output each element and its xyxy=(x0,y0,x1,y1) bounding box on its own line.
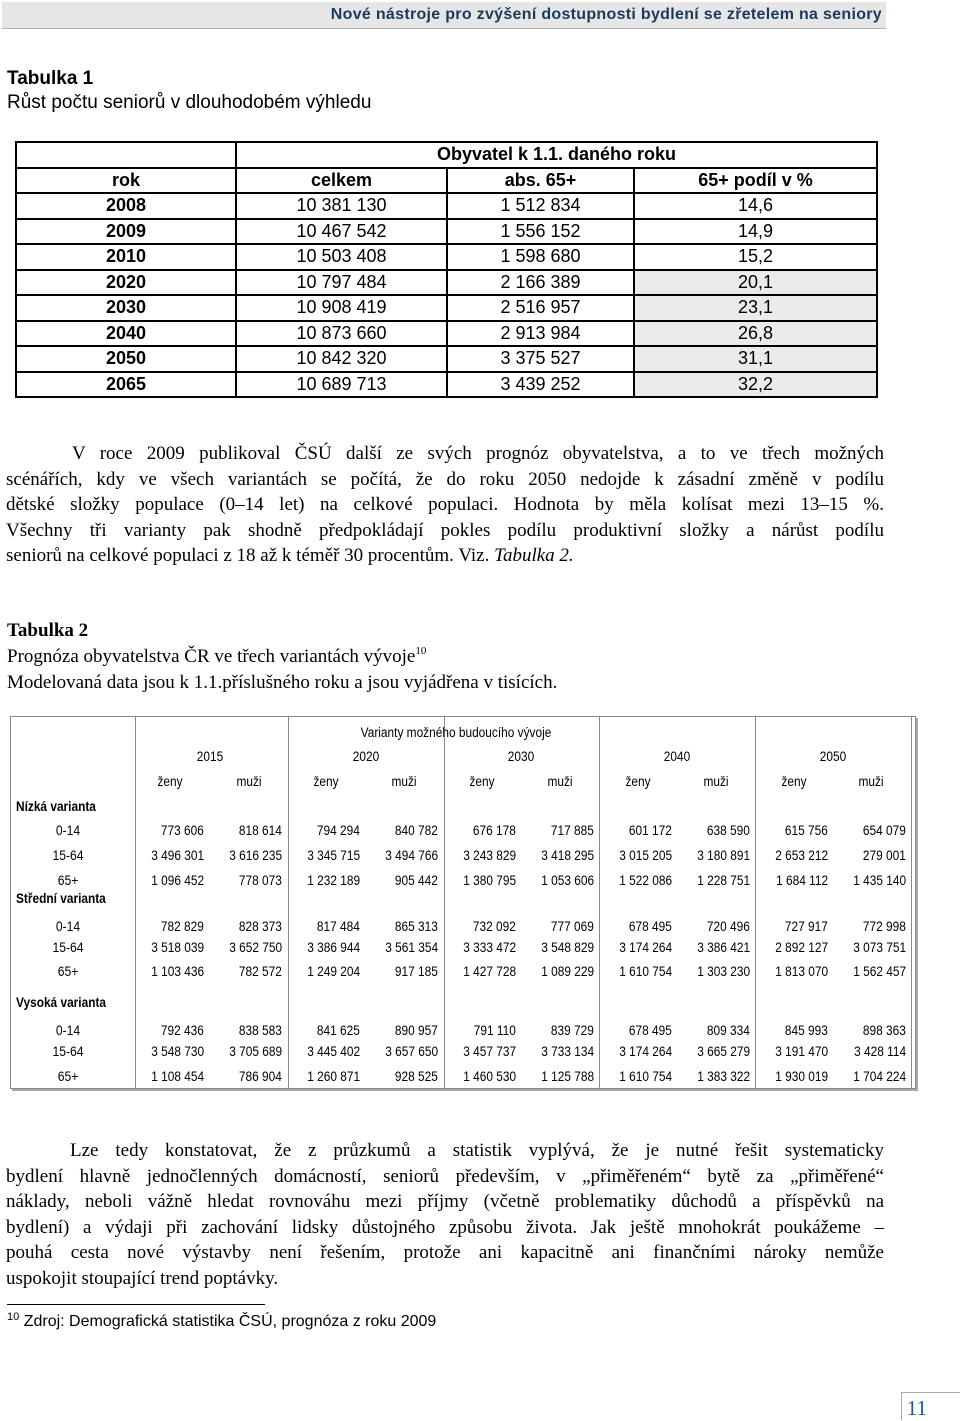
table2-cell: 3 191 470 xyxy=(775,1044,828,1059)
footnote-mark: 10 xyxy=(7,1311,20,1323)
table1-cell: 2 166 389 xyxy=(447,270,634,296)
table2-cell: 1 435 140 xyxy=(853,873,906,888)
table2-cell: 717 885 xyxy=(551,823,594,838)
table2-cell: 3 174 264 xyxy=(619,1044,672,1059)
table2-cell: 3 418 295 xyxy=(541,848,594,863)
table2-cell: 1 108 454 xyxy=(151,1069,204,1084)
table1-caption: Tabulka 1 xyxy=(7,68,94,89)
table2-cell: 1 380 795 xyxy=(463,873,516,888)
table1-group-header-row xyxy=(16,142,877,168)
table2-age-group: 0-14 xyxy=(55,919,81,934)
paragraph-2-line: pouhá cesta nové výstavby není řešením, protože ani kapacitně ani finančními nároky nemůže xyxy=(6,1242,884,1263)
table1-year-cell: 2009 xyxy=(16,219,236,245)
table2-subtitle-text: Prognóza obyvatelstva ČR ve třech variantách vývoje xyxy=(7,646,416,667)
table1-cell: 23,1 xyxy=(634,295,877,321)
table2-cell: 1 610 754 xyxy=(619,1069,672,1084)
paragraph-1-line: Všechny tři varianty pak shodně předpokládají pokles podílu produktivní složky a nárůst podílu xyxy=(6,519,884,541)
table2-cell: 3 345 715 xyxy=(307,848,360,863)
paragraph-1-line: V roce 2009 publikoval ČSÚ další ze svých prognóz obyvatelstva, a to ve třech možných xyxy=(72,443,884,464)
table2-cell: 3 386 421 xyxy=(697,940,750,955)
table2-cell: 3 073 751 xyxy=(853,940,906,955)
table2-cell: 3 457 737 xyxy=(463,1044,516,1059)
table2-cell: 3 333 472 xyxy=(463,940,516,955)
table2-cell: 817 484 xyxy=(317,919,360,934)
table2-cell: 1 684 112 xyxy=(776,873,828,888)
table2-cell: 615 756 xyxy=(785,823,828,838)
table1-row xyxy=(16,346,877,372)
table2-year-header: 2020 xyxy=(352,749,380,764)
table2-cell: 845 993 xyxy=(785,1023,828,1038)
table2-cell: 3 496 301 xyxy=(151,848,204,863)
table1-cell: 10 873 660 xyxy=(236,321,447,347)
table1-year-cell: 2040 xyxy=(16,321,236,347)
table1-cell: 1 598 680 xyxy=(447,244,634,270)
table2-year-header: 2040 xyxy=(663,749,691,764)
table2-subtitle xyxy=(7,644,557,670)
table1-cell: 15,2 xyxy=(634,244,877,270)
table2-heading xyxy=(7,618,557,696)
table1-cell: 1 556 152 xyxy=(447,219,634,245)
table2-age-group: 65+ xyxy=(57,873,79,888)
paragraph-1 xyxy=(6,441,884,569)
table2-year-header: 2015 xyxy=(196,749,224,764)
table2-cell: 1 232 189 xyxy=(307,873,360,888)
table2-cell: 1 930 019 xyxy=(775,1069,828,1084)
table2-cell: 1 303 230 xyxy=(697,964,750,979)
table2-age-group: 0-14 xyxy=(55,1023,81,1038)
table2-sex-header: ženy xyxy=(313,774,339,789)
table2-cell: 890 957 xyxy=(395,1023,438,1038)
table1-col-header: 65+ podíl v % xyxy=(634,168,877,194)
table1-cell: 2 516 957 xyxy=(447,295,634,321)
table2-cell: 1 249 204 xyxy=(307,964,360,979)
table1-year-cell: 2008 xyxy=(16,193,236,219)
paragraph-2-line: Lze tedy konstatovat, že z průzkumů a statistik vyplývá, že je nutné řešit systematicky xyxy=(70,1140,884,1161)
table2-cell: 1 522 086 xyxy=(619,873,672,888)
table2-cell: 865 313 xyxy=(395,919,438,934)
table1-empty-cell xyxy=(16,142,236,168)
table2-cell: 792 436 xyxy=(161,1023,204,1038)
table1-cell: 10 467 542 xyxy=(236,219,447,245)
table2-age-group: 15-64 xyxy=(52,848,84,863)
table2-cell: 1 089 229 xyxy=(541,964,594,979)
table1-cell: 14,9 xyxy=(634,219,877,245)
table1-year-cell: 2030 xyxy=(16,295,236,321)
table1-col-header: rok xyxy=(16,168,236,194)
table2-cell: 3 652 750 xyxy=(229,940,282,955)
table2-cell: 1 427 728 xyxy=(463,964,516,979)
table2-cell: 279 001 xyxy=(863,848,906,863)
table2-cell: 3 548 730 xyxy=(151,1044,204,1059)
table2-variant-label: Střední varianta xyxy=(16,891,106,906)
table1 xyxy=(15,141,878,398)
table1-col-header: celkem xyxy=(236,168,447,194)
table2-cell: 732 092 xyxy=(473,919,516,934)
table1-year-cell: 2020 xyxy=(16,270,236,296)
table1-cell: 31,1 xyxy=(634,346,877,372)
table1-row xyxy=(16,270,877,296)
table2-cell: 3 518 039 xyxy=(151,940,204,955)
table2-cell: 3 733 134 xyxy=(541,1044,594,1059)
table2-cell: 928 525 xyxy=(395,1069,438,1084)
table2-sex-header: muži xyxy=(391,774,417,789)
table2-cell: 3 445 402 xyxy=(307,1044,360,1059)
table2-year-header: 2030 xyxy=(507,749,535,764)
table2-cell: 818 614 xyxy=(239,823,282,838)
table2-column-divider xyxy=(135,717,136,1088)
table2-cell: 778 073 xyxy=(239,873,282,888)
paragraph-2-line: náklady, neboli vážně hledat rovnováhu mezi příjmy (včetně problematiky důchodů a příspěvků na xyxy=(6,1191,884,1212)
table2-cell: 3 174 264 xyxy=(619,940,672,955)
table1-cell: 1 512 834 xyxy=(447,193,634,219)
table1-cell: 32,2 xyxy=(634,372,877,398)
table1-group-header: Obyvatel k 1.1. daného roku xyxy=(236,142,877,168)
table2-cell: 917 185 xyxy=(395,964,438,979)
table2 xyxy=(10,716,916,1089)
table2-cell: 809 334 xyxy=(707,1023,750,1038)
table1-cell: 20,1 xyxy=(634,270,877,296)
table2-sex-header: ženy xyxy=(625,774,651,789)
table2-cell: 828 373 xyxy=(239,919,282,934)
table2-cell: 3 705 689 xyxy=(229,1044,282,1059)
table2-cell: 1 813 070 xyxy=(775,964,828,979)
table2-age-group: 65+ xyxy=(57,964,79,979)
table1-year-cell: 2010 xyxy=(16,244,236,270)
table1-subtitle: Růst počtu seniorů v dlouhodobém výhledu xyxy=(7,92,372,113)
table2-cell: 3 494 766 xyxy=(385,848,438,863)
table1-row xyxy=(16,244,877,270)
table2-cell: 3 665 279 xyxy=(697,1044,750,1059)
table2-cell: 601 172 xyxy=(629,823,672,838)
table2-age-group: 15-64 xyxy=(52,1044,84,1059)
table2-age-group: 15-64 xyxy=(52,940,84,955)
table1-cell: 10 908 419 xyxy=(236,295,447,321)
table2-column-divider xyxy=(911,717,912,1088)
table1-year-cell: 2050 xyxy=(16,346,236,372)
table2-cell: 720 496 xyxy=(707,919,750,934)
paragraph-2-line: bydlení) a výdaji při zachování lidsky důstojného způsobu života. Jak ještě mnohokrát poukážeme – xyxy=(6,1216,884,1238)
table2-sex-header: muži xyxy=(703,774,729,789)
table2-sex-header: ženy xyxy=(157,774,183,789)
table2-year-header: 2050 xyxy=(819,749,847,764)
paragraph-2-line: uspokojit stoupající trend poptávky. xyxy=(6,1267,279,1289)
table2-caption: Tabulka 2 xyxy=(7,620,89,641)
table2-sex-header: muži xyxy=(858,774,884,789)
table1-column-header-row xyxy=(16,168,877,194)
table2-cell: 1 260 871 xyxy=(307,1069,360,1084)
footnote-text: Zdroj: Demografická statistika ČSÚ, prognóza z roku 2009 xyxy=(19,1313,437,1330)
table2-cell: 654 079 xyxy=(863,823,906,838)
table1-col-header: abs. 65+ xyxy=(447,168,634,194)
table2-cell: 3 386 944 xyxy=(307,940,360,955)
running-header-title: Nové nástroje pro zvýšení dostupnosti bydlení se zřetelem na seniory xyxy=(330,6,882,23)
table2-cell: 678 495 xyxy=(629,1023,672,1038)
table2-sex-header: muži xyxy=(236,774,262,789)
table1-cell: 10 689 713 xyxy=(236,372,447,398)
table2-age-group: 65+ xyxy=(57,1069,79,1084)
table1-cell: 14,6 xyxy=(634,193,877,219)
table1-row xyxy=(16,295,877,321)
table2-cell: 839 729 xyxy=(551,1023,594,1038)
paragraph-1-table-ref: Tabulka 2. xyxy=(494,545,574,566)
table2-variant-label: Vysoká varianta xyxy=(16,995,107,1010)
footnote-reference: 10 xyxy=(415,645,427,657)
table2-cell: 727 917 xyxy=(785,919,828,934)
table1-year-cell: 2065 xyxy=(16,372,236,398)
table1-row xyxy=(16,193,877,219)
table2-cell: 3 657 650 xyxy=(385,1044,438,1059)
running-header xyxy=(2,2,886,29)
table2-cell: 838 583 xyxy=(239,1023,282,1038)
table2-cell: 638 590 xyxy=(707,823,750,838)
table2-cell: 678 495 xyxy=(629,919,672,934)
table2-cell: 1 704 224 xyxy=(853,1069,906,1084)
table2-cell: 1 562 457 xyxy=(853,964,906,979)
table2-cell: 898 363 xyxy=(863,1023,906,1038)
table2-cell: 782 572 xyxy=(239,964,282,979)
table2-subtitle-2: Modelovaná data jsou k 1.1.příslušného roku a jsou vyjádřena v tisících. xyxy=(7,672,558,693)
table2-cell: 773 606 xyxy=(161,823,204,838)
table2-cell: 791 110 xyxy=(473,1023,516,1038)
table2-sex-header: ženy xyxy=(781,774,807,789)
table2-cell: 3 243 829 xyxy=(463,848,516,863)
table1-row xyxy=(16,372,877,398)
footnote xyxy=(7,1313,436,1331)
table2-super-header: Varianty možného budoucího vývoje xyxy=(360,725,552,740)
table2-column-divider xyxy=(599,717,600,1088)
table2-cell: 1 053 606 xyxy=(541,873,594,888)
paragraph-1-line: scénářích, kdy ve všech variantách se počítá, že do roku 2050 nedojde k zásadní změně v podílu xyxy=(6,468,884,490)
table2-cell: 676 178 xyxy=(473,823,516,838)
table2-column-divider xyxy=(288,717,289,1088)
table2-cell: 1 610 754 xyxy=(619,964,672,979)
table2-cell: 3 180 891 xyxy=(697,848,750,863)
table2-cell: 3 548 829 xyxy=(541,940,594,955)
table2-cell: 3 015 205 xyxy=(619,848,672,863)
paragraph-1-line: dětské složky populace (0–14 let) na celkové populaci. Hodnota by měla kolísat mezi 13–15 %. xyxy=(6,494,884,515)
table2-cell: 2 653 212 xyxy=(775,848,828,863)
table2-cell: 1 096 452 xyxy=(151,873,204,888)
table2-cell: 840 782 xyxy=(395,823,438,838)
footnote-divider xyxy=(7,1304,265,1305)
table2-variant-label: Nízká varianta xyxy=(16,799,96,814)
table2-cell: 772 998 xyxy=(863,919,906,934)
table2-cell: 1 103 436 xyxy=(151,964,204,979)
table1-cell: 10 797 484 xyxy=(236,270,447,296)
table2-cell: 3 428 114 xyxy=(854,1044,906,1059)
table1-cell: 3 439 252 xyxy=(447,372,634,398)
table2-cell: 3 561 354 xyxy=(385,940,438,955)
table2-cell: 2 892 127 xyxy=(775,940,828,955)
table1-cell: 10 842 320 xyxy=(236,346,447,372)
table1-cell: 2 913 984 xyxy=(447,321,634,347)
page-number: 11 xyxy=(906,1396,927,1420)
table2-cell: 1 383 322 xyxy=(697,1069,750,1084)
table2-column-divider xyxy=(444,717,445,1088)
table2-sex-header: ženy xyxy=(469,774,495,789)
table2-age-group: 0-14 xyxy=(55,823,81,838)
table1-cell: 26,8 xyxy=(634,321,877,347)
table2-cell: 905 442 xyxy=(395,873,438,888)
table2-column-divider xyxy=(755,717,756,1088)
table1-cell: 10 503 408 xyxy=(236,244,447,270)
paragraph-1-line: seniorů na celkové populaci z 18 až k téměř 30 procentům. Viz. xyxy=(6,545,495,566)
paragraph-2 xyxy=(6,1138,884,1291)
table2-cell: 841 625 xyxy=(317,1023,360,1038)
table1-cell: 3 375 527 xyxy=(447,346,634,372)
table1-cell: 10 381 130 xyxy=(236,193,447,219)
table2-sex-header: muži xyxy=(547,774,573,789)
paragraph-2-line: bydlení hlavně jednočlenných domácností, seniorů především, v „přiměřeném“ bytě za „přiměřené“ xyxy=(6,1165,884,1187)
table2-cell: 794 294 xyxy=(317,823,360,838)
table2-cell: 1 228 751 xyxy=(697,873,750,888)
paragraph-1-last-line xyxy=(6,543,884,569)
table2-cell: 1 125 788 xyxy=(541,1069,594,1084)
table2-cell: 782 829 xyxy=(161,919,204,934)
table1-row xyxy=(16,219,877,245)
table1-row xyxy=(16,321,877,347)
table2-cell: 1 460 530 xyxy=(463,1069,516,1084)
table2-cell: 786 904 xyxy=(239,1069,282,1084)
table2-cell: 777 069 xyxy=(551,919,594,934)
table2-cell: 3 616 235 xyxy=(229,848,282,863)
